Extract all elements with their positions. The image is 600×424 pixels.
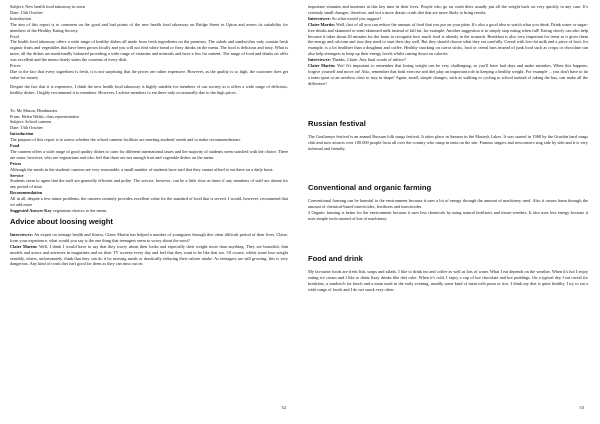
page-number: 52 bbox=[281, 405, 286, 410]
question-text: Thanks, Claire. Any final words of advice? bbox=[331, 57, 406, 63]
suggested-answer-label: Suggested Answer Key bbox=[10, 208, 52, 213]
section-heading: Introduction bbox=[10, 15, 32, 21]
paragraph: The canteen offers a wide range of good quality dishes to cater for different international tastes and the majority of students seem satisfied with the choice. There are some, however, who are vegetarians and who feel that there are not enough fruit and vegetable dishes on the menu. bbox=[10, 148, 288, 160]
report-subject: Subject: New health food takeaway in town bbox=[10, 4, 86, 9]
paragraph: Conventional farming can be harmful to the environment because it uses a lot of energy through the amount of machinery used. Also it causes harm through the amount of chemical-based insecticides, fertilisers and insecticides. bbox=[308, 198, 588, 210]
question-text: An expert on teenage health and fitness, Claire Martin has helped a number of youngsters through this often difficult period of their lives. Claire, from your experience, what would you say is the one thing that teenagers seem to worry about the most? bbox=[10, 231, 288, 243]
report-date: Date: 13th October bbox=[10, 9, 43, 15]
interview-answer bbox=[308, 63, 588, 87]
question-text: So what would you suggest? bbox=[331, 15, 382, 21]
answer-text: Well, first of all you can reduce the amount of food that you put on your plate. It's also a good idea to watch what you drink. Drink water or sugar-free drinks and skimmed or semi-skimmed milk instead of full fat, for example. Another suggestion is to simply stop eating when full! Eating slowly can also help because it takes about 20 minutes for the brain to recognise how much food is already in the stomach. Breakfast is also very important for teens as it gives them the energy and calcium and iron they need to start their day well. But they should choose what they eat carefully. Cereal with low-fat milk and a piece of fruit, for example, is a lot healthier than a doughnut and coffee. Healthy snacking on carrot sticks, fruit or cereal bars instead of junk food such as crisps or chocolate can also help teenagers to keep up their energy levels whilst cutting down on calories. bbox=[308, 21, 588, 57]
speaker-label: Interviewer: bbox=[308, 57, 331, 63]
paragraph: Despite the fact that it is expensive, I think the new health food takeaway is highly suitable for members of our society as it offers a wide range of delicious, healthy dishes. I highly recommend it to members. However, I advise members to eat there only occasionally due to the high prices. bbox=[10, 83, 288, 95]
section-heading: Prices bbox=[10, 160, 22, 166]
paragraph: Students seem to agree that the staff are generally efficient and polite. The service, however, can be a little slow at times if any members of staff are absent for any period of time. bbox=[10, 178, 288, 190]
section-heading: Food bbox=[10, 33, 19, 39]
paragraph: My favourite foods are fresh fish, soups and salads. I like to drink tea and coffee as well as lots of water. What I eat depends on the weather. When it's hot I enjoy eating ice cream and I like to drink fizzy drinks like diet coke. When it's cold, I enjoy a cup of hot chocolate and hot puddings. On a typical day I eat cereal for breakfast, a sandwich for lunch and a main meal in the early evening, usually some kind of meat with pasta or rice. I think my diet is quite healthy. I try to eat a wide range of foods and I do not snack very often. bbox=[308, 269, 588, 292]
report-subject: Subject: School canteen bbox=[10, 119, 52, 125]
paragraph: The aim of this report is to comment on the good and bad points of the new health food takeaway on Bridge Street in Upton and assess its suitability for members of the Healthy Eating Society. bbox=[10, 21, 288, 33]
paragraph: The Goulianiye festival is an annual Russian folk songs festival. It takes place in Samara in the Mastryk Lakes. It was started in 1968 by the Grushin bard songs club and now attracts over 100,000 people from all over the country who camp in tents on the site. Famous singers and newcomers sing side by side and it is very informal and friendly. bbox=[308, 133, 588, 151]
article-title-advice: Advice about loosing weight bbox=[10, 216, 113, 226]
paragraph: Due to the fact that every ingredient is fresh, it is not surprising that the prices are rather expensive. However, as the quality is so high, the customer does get value for money. bbox=[10, 68, 288, 80]
speaker-label: Claire Martin: bbox=[10, 243, 38, 249]
report-date: Date: 13th October bbox=[10, 125, 43, 131]
report-health-food bbox=[10, 4, 288, 96]
speaker-label: Claire Martin: bbox=[308, 63, 336, 69]
paragraph: The health food takeaway offers a wide range of healthy dishes all made from fresh ingredients on the premises. The salads and sandwiches only contain fresh organic fruits and vegetables that have been grown locally and you will not find white bread or fizzy drinks on the menu. The food is delicious and tasty. What is more, all the dishes are nutritionally balanced providing a wide range of vitamins and minerals and have a low fat content. The range of food and drinks on offer was excellent and the menu clearly states the contents of every dish. bbox=[10, 39, 288, 63]
report-to: To: Mr Mason, Headmaster bbox=[10, 107, 58, 113]
article-title-farming: Conventional and organic farming bbox=[308, 183, 432, 193]
answer-text: Yes! It's important to remember that losing weight can be very challenging, so you'll have bad days and make mistakes. When this happens, forgive yourself and move on! Also, remember that both exercise and diet play an important role in keeping a healthy weight. For example ... you don't have to do a team sport or an aerobics class to stay in shape! Again, small, simple changes, such as walking or cycling to school instead of taking the bus, can make all the difference! bbox=[308, 63, 588, 86]
paragraph: Although the meals in the students' canteen are very reasonable, a small number of students have said that they cannot afford to eat there on a daily basis. bbox=[10, 166, 274, 172]
article-title-russian-festival: Russian festival bbox=[308, 118, 366, 128]
page-right bbox=[300, 0, 600, 424]
paragraph: The purpose of this report is to assess whether the school canteen facilities are meeting students' needs and to make recommendations. bbox=[10, 137, 241, 143]
answer-text: Well, I think I would have to say that they worry about their looks and especially their weight more than anything. They see beautiful, thin models and actors and actresses in magazines and on their TV screens every day and feel that they want to be like that too. Of course, whilst some lose weight sensibly, others, unfortunately, think that they can do it by missing meals or drastically reducing their calorie intake. As teenagers are still growing, this is very dangerous. Any kind of crash diet isn't good for them as they can miss out on bbox=[10, 243, 289, 267]
interview-question bbox=[10, 232, 288, 244]
section-heading: Introduction bbox=[10, 131, 34, 137]
interview-answer bbox=[308, 22, 588, 57]
paragraph: important vitamins and nutrients at this key time in their lives. People who go on crash diets usually put all the weight back on very quickly in any case. It's certainly small changes, therefore, and not a more drastic crash diet that are more likely to bring results. bbox=[308, 4, 588, 15]
interview-answer bbox=[10, 244, 288, 268]
page-number: 53 bbox=[579, 405, 584, 410]
speaker-label: Claire Martin: bbox=[308, 21, 336, 27]
paragraph: 2 Organic farming is better for the environment because it uses less chemicals by using natural fertilisers and tissue-weeders. It also uses less energy because it uses simple tools instead of lots of machinery. bbox=[308, 210, 588, 222]
speaker-label: Interviewer: bbox=[308, 15, 331, 21]
article-title-food-drink: Food and drink bbox=[308, 254, 363, 264]
speaker-label: Interviewer: bbox=[10, 231, 33, 237]
section-heading: Service bbox=[10, 172, 24, 178]
section-heading: Prices bbox=[10, 63, 21, 69]
suggested-answer-text: vegetarian choices to the menu. bbox=[52, 208, 108, 213]
section-heading: Recommendation bbox=[10, 190, 43, 196]
paragraph: All in all, despite a few minor problems, the canteen certainly provides excellent value for the standard of food that is served. I would, however, recommend that we add more bbox=[10, 196, 288, 208]
report-school-canteen bbox=[10, 108, 288, 214]
report-from: From: Helen Walsh, class representative bbox=[10, 113, 80, 119]
section-heading: Food bbox=[10, 143, 20, 149]
